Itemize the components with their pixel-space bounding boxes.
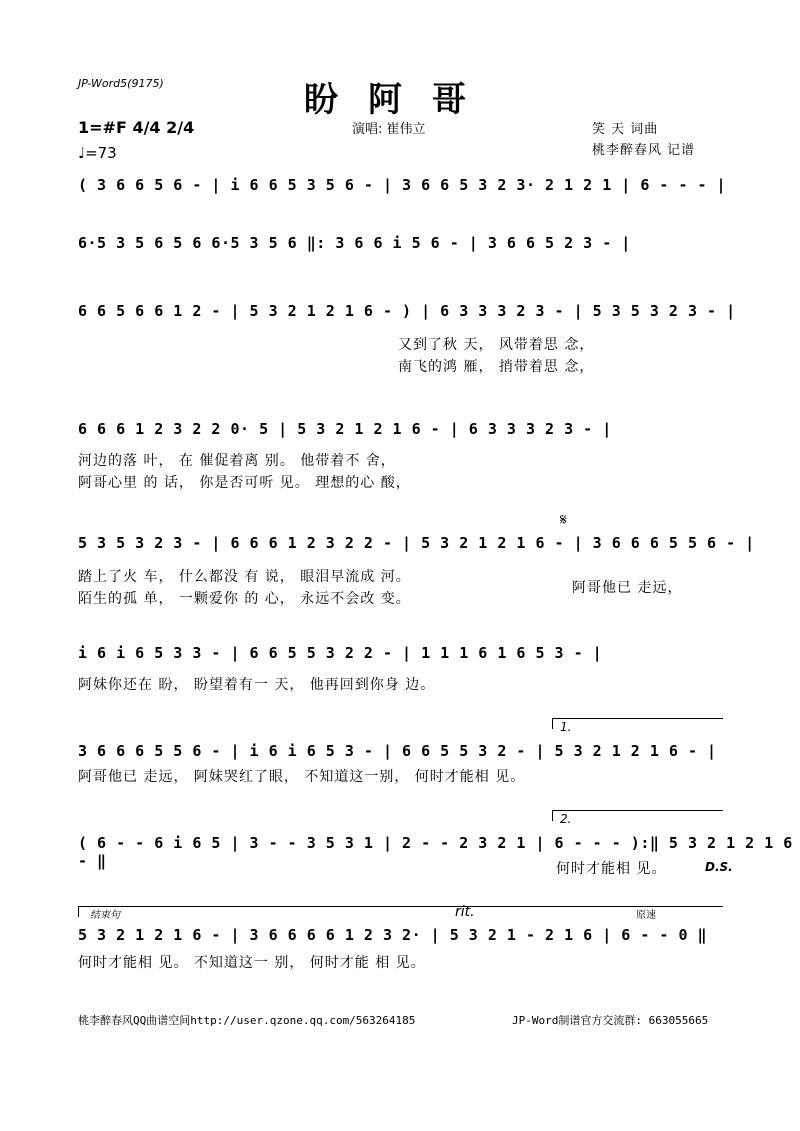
notation-line: i 6 i 6 5 3 3 - | 6 6 5 5 3 2 2 - | 1 1 1 6 1 6 5 3 - |: [78, 644, 603, 662]
lyricist-credit: 笑 天 词曲: [592, 122, 659, 137]
rit-marking: rit.: [455, 904, 475, 920]
lyric-line-2: 阿哥心里 的 话， 你是否可听 见。 理想的心 酸，: [78, 475, 411, 491]
ds-marking: D.S.: [705, 860, 733, 874]
volta-bracket-2: [552, 810, 723, 821]
notation-line: 5 3 2 1 2 1 6 - | 3 6 6 6 6 1 2 3 2· | 5 3 2 1 - 2 1 6 | 6 - - 0 ‖: [78, 926, 708, 944]
tempo-marking: ♩=73: [78, 144, 117, 162]
key-signature: 1=#F 4/4 2/4: [78, 118, 195, 137]
lyric-line-1: 阿妹你还在 盼， 盼望着有一 天， 他再回到你身 边。: [78, 677, 436, 693]
notation-line: 6 6 6 1 2 3 2 2 0· 5 | 5 3 2 1 2 1 6 - | 6 3 3 3 2 3 - |: [78, 420, 612, 438]
side-lyric: 阿哥他已 走远，: [572, 580, 683, 596]
transcriber-credit: 桃李醉春风 记谱: [592, 143, 696, 158]
lyric-line-1: 踏上了火 车， 什么都没 有 说， 眼泪早流成 河。: [78, 569, 411, 585]
notation-line: 5 3 5 3 2 3 - | 6 6 6 1 2 3 2 2 - | 5 3 2 1 2 1 6 - | 3 6 6 6 5 5 6 - |: [78, 534, 755, 552]
lyric-line-2: 南飞的鸿 雁， 捎带着思 念，: [398, 359, 595, 375]
lyric-line-1: 何时才能相 见。: [556, 861, 667, 877]
lyric-line-1: 河边的落 叶， 在 催促着离 别。 他带着不 舍，: [78, 453, 396, 469]
notation-line: ( 3 6 6 5 6 - | i 6 6 5 3 5 6 - | 3 6 6 5 3 2 3· 2 1 2 1 | 6 - - - |: [78, 176, 727, 194]
notation-line: 3 6 6 6 5 5 6 - | i 6 i 6 5 3 - | 6 6 5 5 3 2 - | 5 3 2 1 2 1 6 - |: [78, 742, 717, 760]
tempo-primo-marking: 原速: [636, 910, 656, 921]
coda-label: 结束句: [90, 910, 120, 921]
lyric-line-1: 何时才能相 见。 不知道这一 别， 何时才能 相 见。: [78, 955, 426, 971]
source-label: JP-Word5(9175): [78, 77, 164, 90]
lyric-line-2: 陌生的孤 单， 一颗爱你 的 心， 永远不会改 变。: [78, 591, 411, 607]
notation-line: ( 6 - - 6 i 6 5 | 3 - - 3 5 3 1 | 2 - - 2 3 2 1 | 6 - - - ):‖ 5 3 2 1 2 1 6 - ‖: [78, 834, 793, 870]
coda-bracket: [78, 906, 723, 917]
footer-left: 桃李醉春风QQ曲谱空间http://user.qzone.qq.com/563264185: [78, 1014, 416, 1027]
notation-line: 6 6 5 6 6 1 2 - | 5 3 2 1 2 1 6 - ) | 6 3 3 3 2 3 - | 5 3 5 3 2 3 - |: [78, 302, 736, 320]
footer-right: JP-Word制谱官方交流群: 663055665: [512, 1014, 709, 1027]
notation-line: 6·5 3 5 6 5 6 6·5 3 5 6 ‖: 3 6 6 i 5 6 - | 3 6 6 5 2 3 - |: [78, 234, 631, 252]
segno-sign: 𝄋: [560, 510, 567, 529]
lyric-line-1: 阿哥他已 走远， 阿妹哭红了眼， 不知道这一别， 何时才能相 见。: [78, 769, 526, 785]
volta-1-label: 1.: [560, 720, 572, 734]
singer-credit: 演唱: 崔伟立: [352, 122, 426, 137]
volta-bracket-1: [552, 718, 723, 729]
volta-2-label: 2.: [560, 812, 572, 826]
song-title: 盼阿哥: [304, 80, 496, 120]
lyric-line-1: 又到了秋 天， 风带着思 念，: [398, 337, 595, 353]
